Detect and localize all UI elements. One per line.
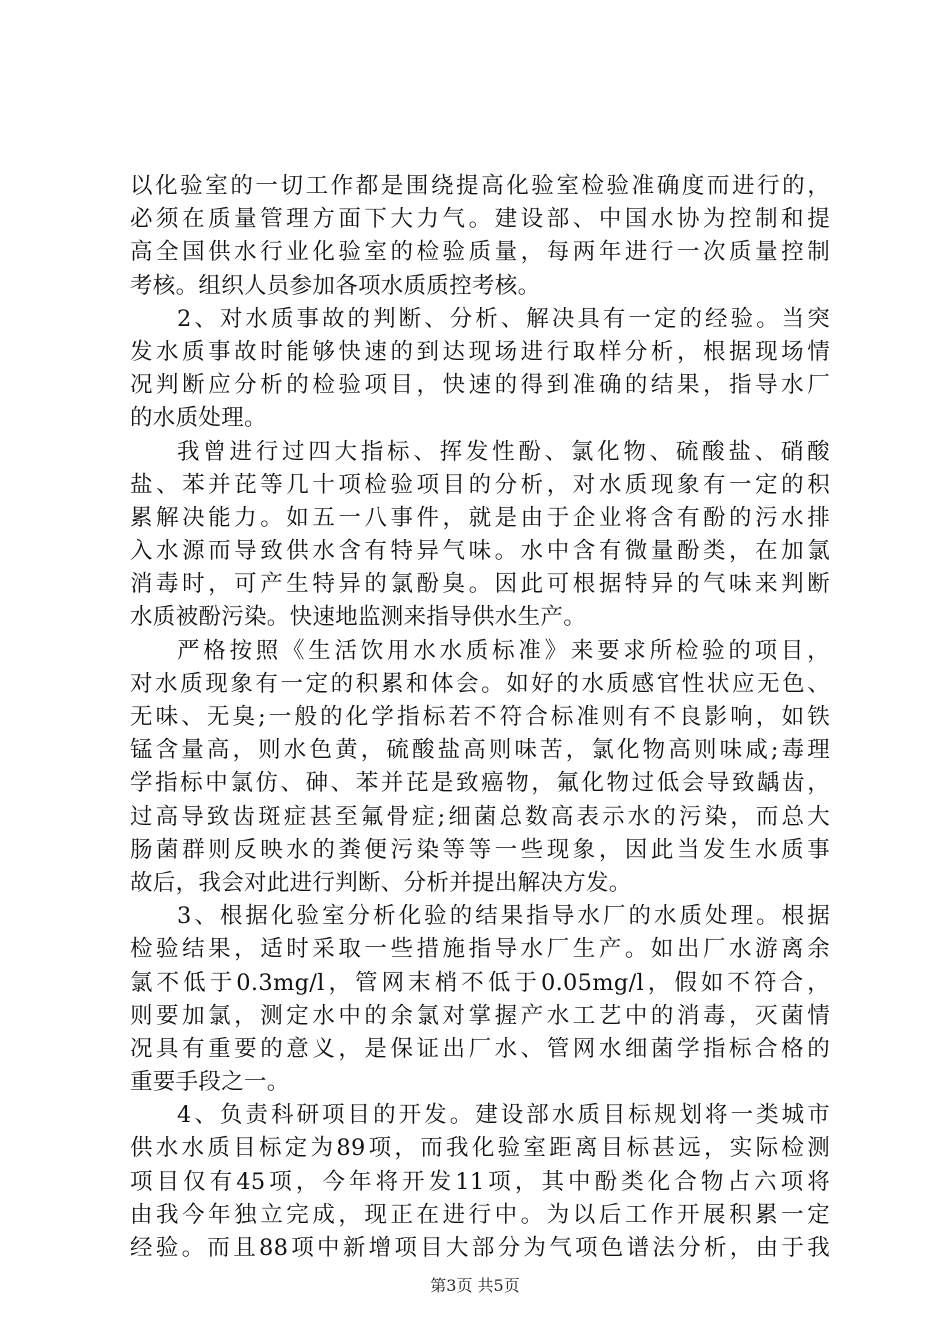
text-line: 水质被酚污染。快速地监测来指导供水生产。 [130,604,587,631]
body-text [130,170,830,1265]
text-line: 3、根据化验室分析化验的结果指导水厂的水质处理。根据 [177,903,830,930]
text-line: 2、对水质事故的判断、分析、解决具有一定的经验。当突 [177,305,830,332]
text-line: 发水质事故时能够快速的到达现场进行取样分析，根据现场情 [130,338,830,365]
text-line: 无味、无臭;一般的化学指标若不符合标准则有不良影响，如铁 [130,704,830,730]
text-line: 盐、苯并芘等几十项检验项目的分析，对水质现象有一定的积 [130,471,830,498]
text-line: 消毒时，可产生特异的氯酚臭。因此可根据特异的气味来判断 [130,571,830,598]
text-line: 入水源而导致供水含有特异气味。水中含有微量酚类，在加氯 [130,538,830,565]
text-line: 氯不低于0.3mg/l，管网末梢不低于0.05mg/l，假如不符合， [130,969,830,996]
text-line: 对水质现象有一定的积累和体会。如好的水质感官性状应无色、 [130,670,830,697]
text-line: 锰含量高，则水色黄，硫酸盐高则味苦，氯化物高则味咸;毒理 [130,737,830,764]
text-line: 供水水质目标定为89项，而我化验室距离目标甚远，实际检测 [130,1135,830,1162]
text-line: 我曾进行过四大指标、挥发性酚、氯化物、硫酸盐、硝酸 [177,438,830,465]
text-line: 过高导致齿斑症甚至氟骨症;细菌总数高表示水的污染，而总大 [130,803,830,830]
text-line: 学指标中氯仿、砷、苯并芘是致癌物，氟化物过低会导致龋齿， [130,770,830,797]
text-line: 必须在质量管理方面下大力气。建设部、中国水协为控制和提 [130,206,830,233]
text-line: 重要手段之一。 [130,1069,290,1096]
text-line: 则要加氯，测定水中的余氯对掌握产水工艺中的消毒，灭菌情 [130,1002,830,1029]
text-line: 故后，我会对此进行判断、分析并提出解决方发。 [130,869,632,896]
text-line: 肠菌群则反映水的粪便污染等等一些现象，因此当发生水质事 [130,836,830,863]
text-line: 由我今年独立完成，现正在进行中。为以后工作开展积累一定 [130,1201,830,1228]
text-line: 考核。组织人员参加各项水质质控考核。 [130,272,541,299]
text-line: 项目仅有45项，今年将开发11项，其中酚类化合物占六项将 [130,1168,830,1195]
text-line: 况判断应分析的检验项目，快速的得到准确的结果，指导水厂 [130,372,830,399]
text-line: 况具有重要的意义，是保证出厂水、管网水细菌学指标合格的 [130,1035,830,1062]
text-line: 经验。而且88项中新增项目大部分为气项色谱法分析，由于我 [130,1235,830,1261]
text-line: 严格按照《生活饮用水水质标准》来要求所检验的项目， [177,637,830,664]
page-footer: 第3页 共5页 [430,1276,520,1295]
text-line: 高全国供水行业化验室的检验质量，每两年进行一次质量控制 [130,239,830,266]
text-line: 4、负责科研项目的开发。建设部水质目标规划将一类城市 [177,1102,830,1129]
text-line: 以化验室的一切工作都是围绕提高化验室检验准确度而进行的， [130,173,830,199]
text-line: 累解决能力。如五一八事件，就是由于企业将含有酚的污水排 [130,504,830,531]
text-line: 的水质处理。 [130,405,267,432]
text-line: 检验结果，适时采取一些措施指导水厂生产。如出厂水游离余 [130,936,830,963]
